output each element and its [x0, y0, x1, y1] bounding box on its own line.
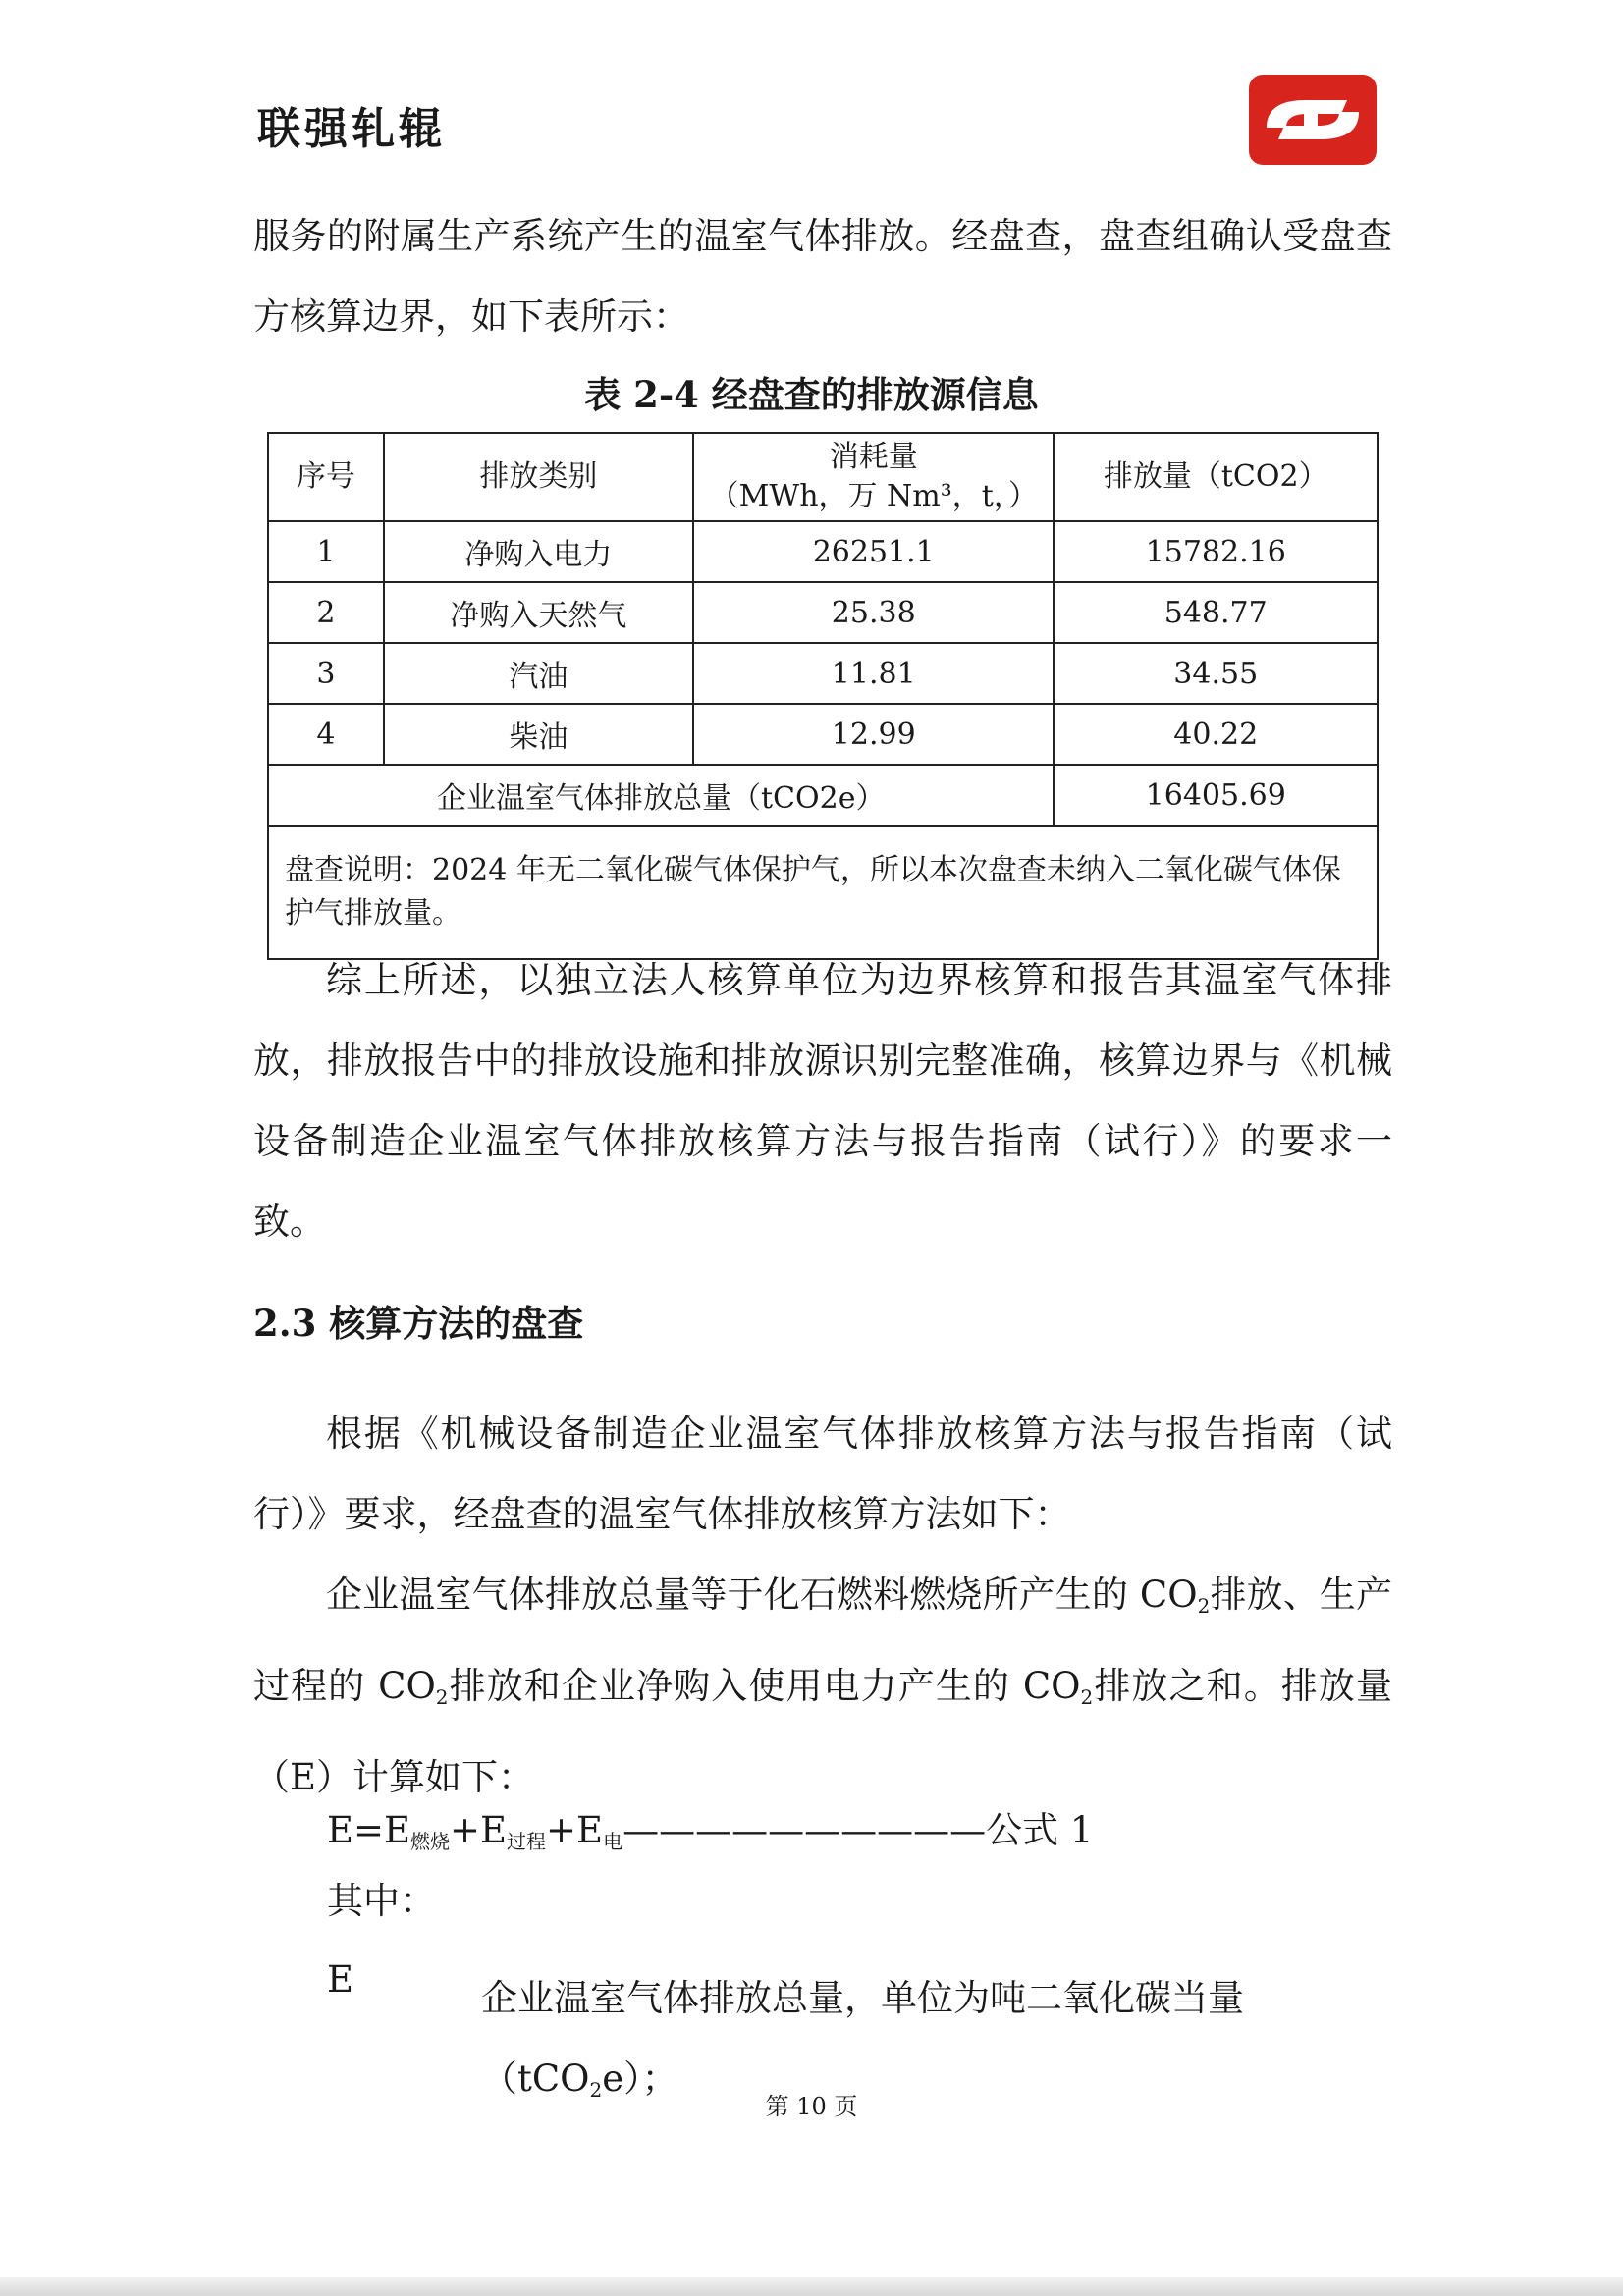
formula-1: [327, 1800, 1093, 1854]
unit-pre: （tCO: [481, 2057, 590, 2100]
cell-consumption: 11.81: [693, 643, 1054, 704]
table-note-row: [268, 826, 1378, 959]
para4-part2: 排放、生产过程的 CO: [253, 1574, 1393, 1707]
table-note: 盘查说明：2024 年无二氧化碳气体保护气，所以本次盘查未纳入二氧化碳气体保护气排放量。: [268, 826, 1378, 959]
cell-category: 汽油: [384, 643, 693, 704]
cell-consumption: 12.99: [693, 704, 1054, 765]
header-consumption: [693, 433, 1054, 521]
cell-category: 柴油: [384, 704, 693, 765]
page-number: 第 10 页: [765, 2093, 858, 2120]
cell-emission: 548.77: [1054, 582, 1378, 643]
cell-consumption: 25.38: [693, 582, 1054, 643]
header-category: 排放类别: [384, 433, 693, 521]
where-label: 其中：: [327, 1880, 436, 1922]
total-value: 16405.69: [1054, 765, 1378, 826]
paragraph-method-intro: 根据《机械设备制造企业温室气体排放核算方法与报告指南（试行）》要求，经盘查的温室气体排放核算方法如下：: [253, 1413, 1392, 1535]
cell-seq: 4: [268, 704, 384, 765]
co2-subscript: 2: [435, 1685, 449, 1709]
cell-emission: 15782.16: [1054, 521, 1378, 582]
table-caption: 表 2-4 经盘查的排放源信息: [584, 373, 1039, 416]
section-heading: 2.3 核算方法的盘查: [253, 1302, 584, 1345]
table-row: [268, 643, 1378, 704]
formula-dashes: ——————————: [622, 1809, 987, 1851]
cell-seq: 3: [268, 643, 384, 704]
paragraph-conclusion: 综上所述，以独立法人核算单位为边界核算和报告其温室气体排放，排放报告中的排放设施和排放源识别完整准确，核算边界与《机械设备制造企业温室气体排放核算方法与报告指南（试行）》的要求一致。: [253, 959, 1392, 1243]
header-seq: 序号: [268, 433, 384, 521]
para4-part3: 排放和企业净购入使用电力产生的 CO: [448, 1665, 1081, 1707]
para4-part4: 排放之和。排放量（E）计算如下：: [253, 1665, 1392, 1798]
table-row: [268, 704, 1378, 765]
scan-edge: [0, 2277, 1623, 2296]
header-emission: 排放量（tCO2）: [1054, 433, 1378, 521]
unit-sub: 2: [589, 2078, 603, 2102]
symbol-e-desc-line1: 企业温室气体排放总量，单位为吨二氧化碳当量: [481, 1977, 1244, 2019]
formula-sub-burn: 燃烧: [410, 1830, 451, 1853]
cell-category: 净购入电力: [384, 521, 693, 582]
paragraph-total-emission: [253, 1555, 1392, 1818]
co2-subscript: 2: [1197, 1594, 1211, 1618]
co2-subscript: 2: [1080, 1685, 1094, 1709]
emission-source-table: [267, 432, 1379, 960]
unit-post: e）；: [602, 2057, 678, 2100]
symbol-e: E: [327, 1958, 354, 2001]
table-total-row: [268, 765, 1378, 826]
header-consumption-line2: （MWh，万 Nm³，t，）: [709, 479, 1038, 513]
formula-sub-elec: 电: [603, 1830, 623, 1853]
formula-plus-process: +E: [450, 1809, 508, 1851]
cell-seq: 1: [268, 521, 384, 582]
table-header-row: [268, 433, 1378, 521]
cell-category: 净购入天然气: [384, 582, 693, 643]
cell-emission: 34.55: [1054, 643, 1378, 704]
total-label: 企业温室气体排放总量（tCO2e）: [268, 765, 1054, 826]
formula-plus-elec: +E: [546, 1809, 604, 1851]
company-header: 联强轧辊: [257, 104, 446, 154]
cell-seq: 2: [268, 582, 384, 643]
formula-sub-process: 过程: [507, 1830, 547, 1853]
company-logo-icon: [1245, 71, 1380, 169]
formula-label: 公式 1: [986, 1809, 1094, 1851]
formula-lhs: E=E: [327, 1809, 411, 1851]
paragraph-boundary-intro: 服务的附属生产系统产生的温室气体排放。经盘查，盘查组确认受盘查方核算边界，如下表所示：: [253, 215, 1392, 338]
header-consumption-line1: 消耗量: [829, 440, 918, 474]
table-row: [268, 521, 1378, 582]
cell-consumption: 26251.1: [693, 521, 1054, 582]
cell-emission: 40.22: [1054, 704, 1378, 765]
para4-part1: 企业温室气体排放总量等于化石燃料燃烧所产生的 CO: [326, 1574, 1198, 1616]
table-row: [268, 582, 1378, 643]
